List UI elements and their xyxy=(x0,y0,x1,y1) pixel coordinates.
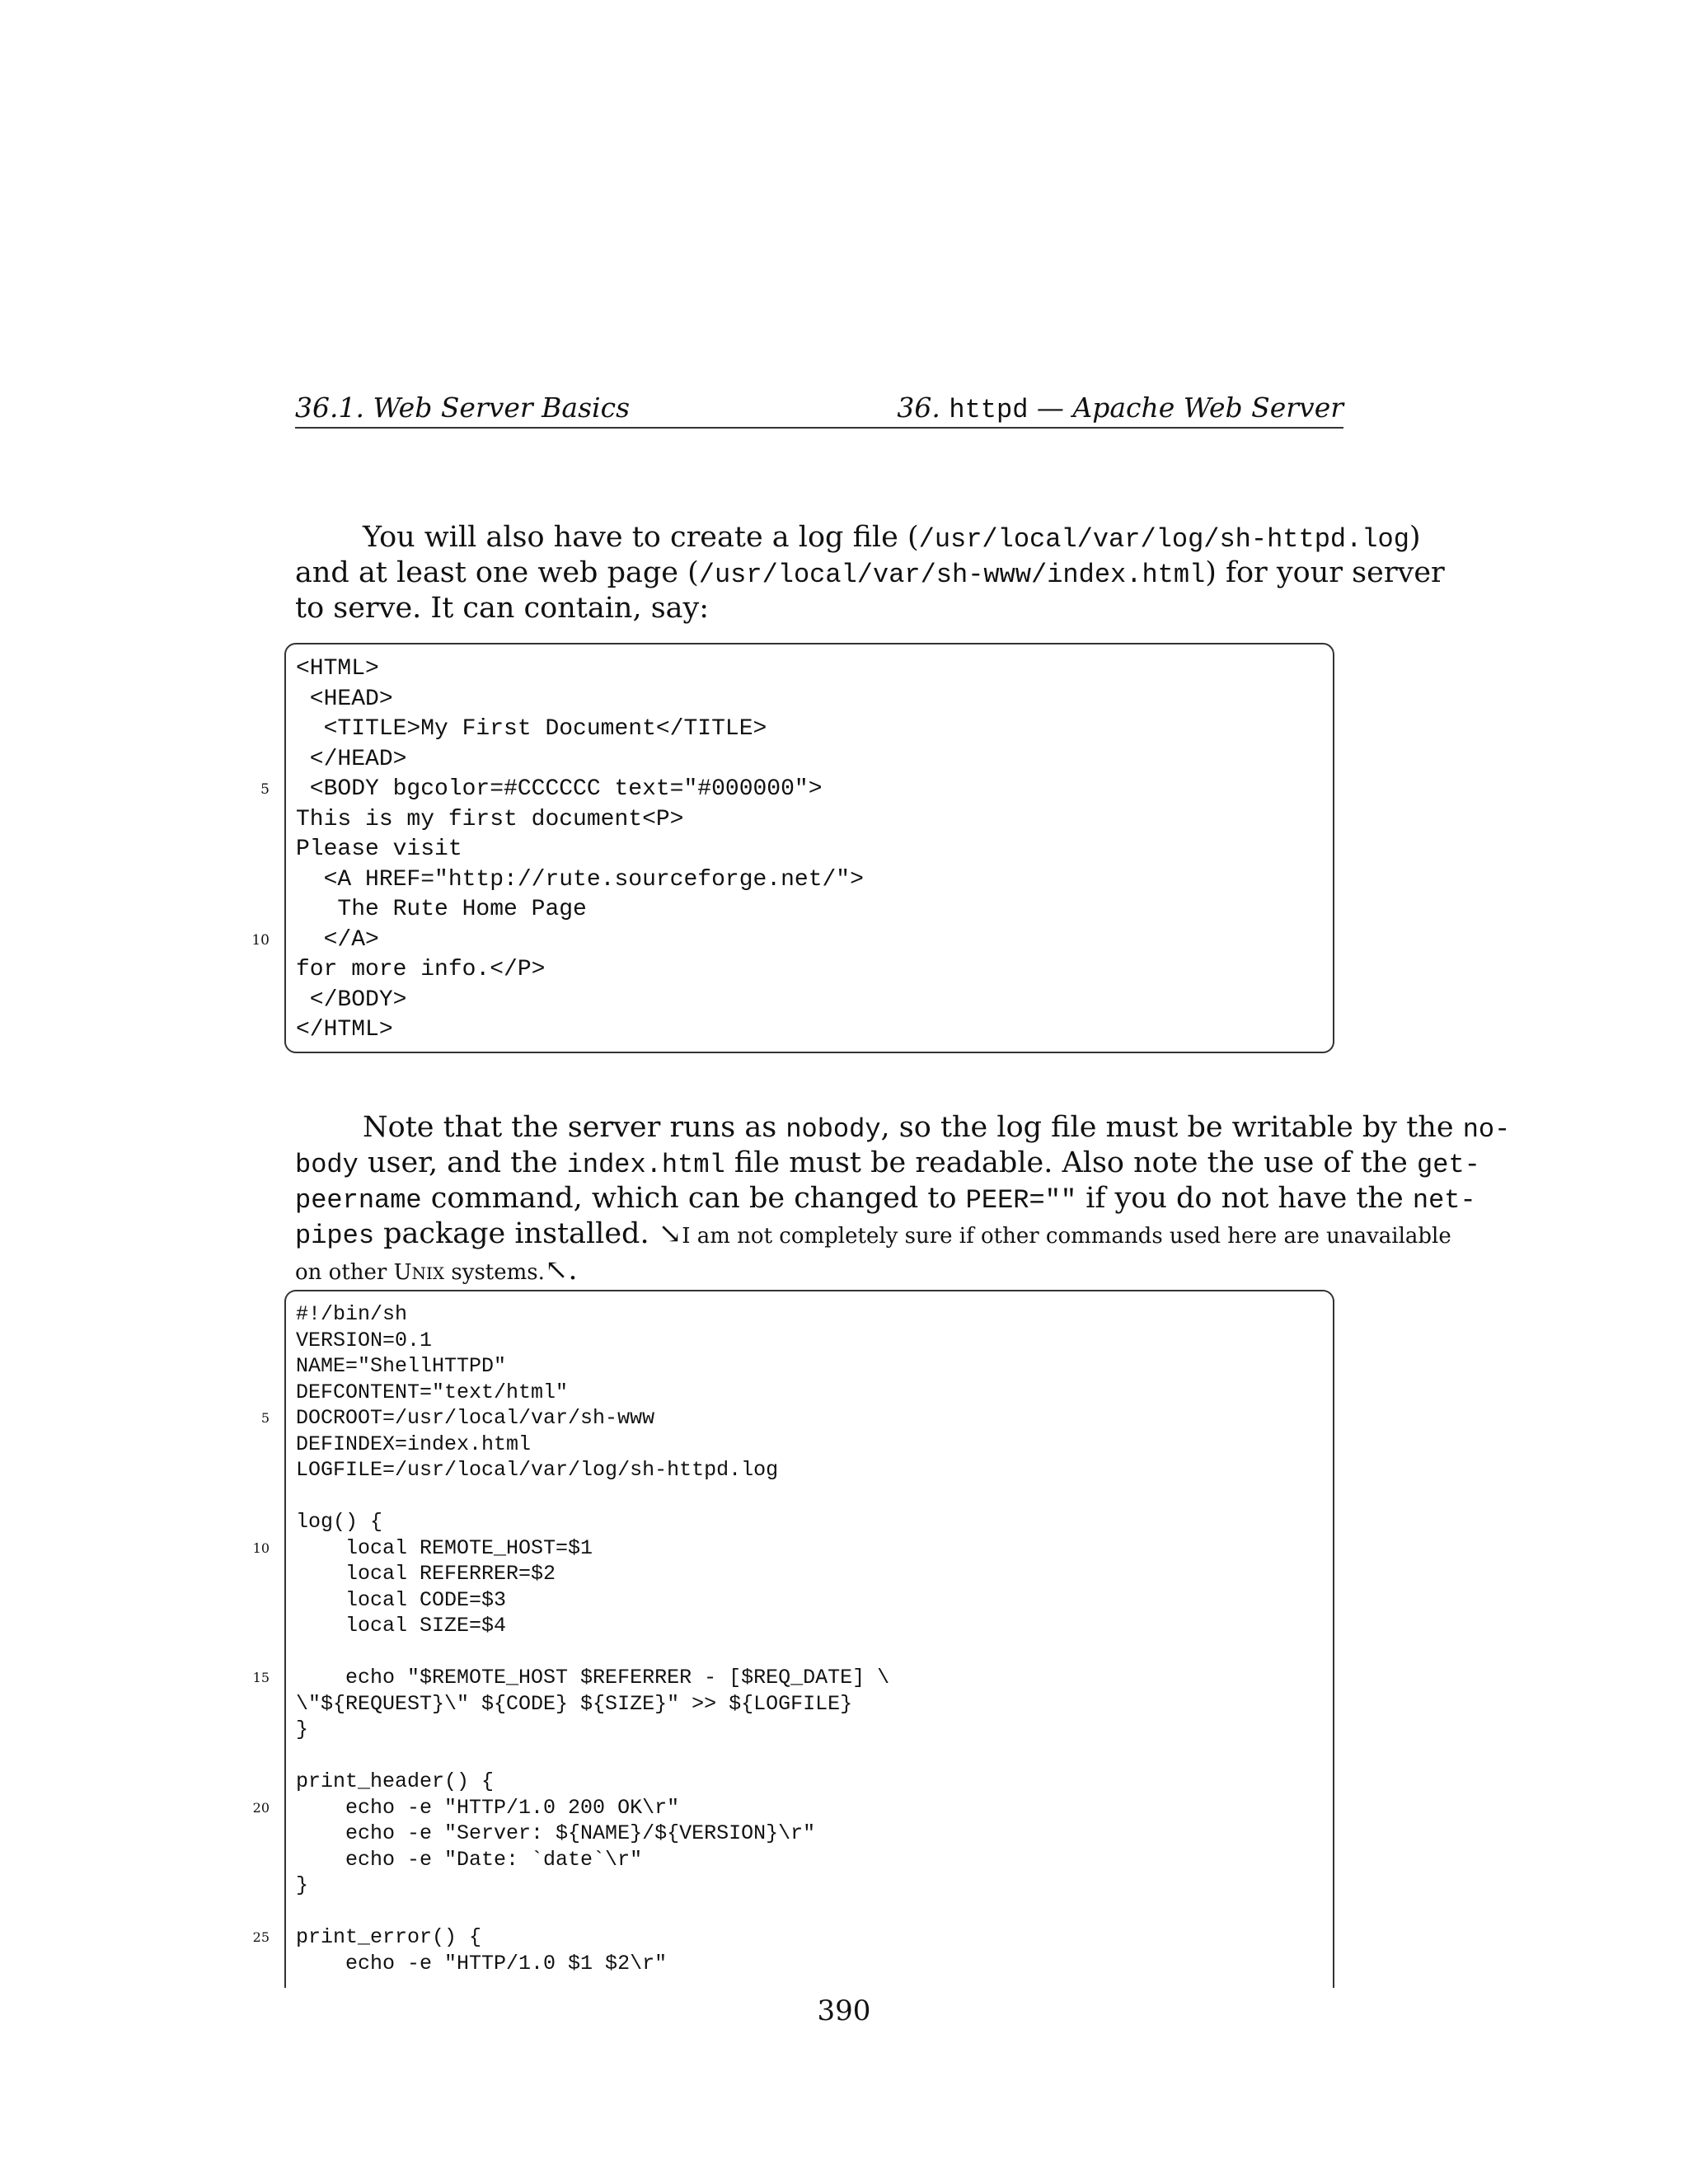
code-text: } xyxy=(296,1718,309,1741)
code-text: This is my first document<P> xyxy=(296,806,684,832)
code-line xyxy=(252,1535,1333,1562)
code-line xyxy=(286,1717,1333,1743)
code-text: <HEAD> xyxy=(296,686,393,712)
footnote-close-arrow-icon: ↖ xyxy=(544,1254,569,1286)
code-line xyxy=(286,1380,1333,1406)
code-text: <TITLE>My First Document</TITLE> xyxy=(296,716,767,742)
code-text: NAME="ShellHTTPD" xyxy=(296,1354,507,1378)
code-line xyxy=(286,1328,1333,1354)
code-text: echo "$REMOTE_HOST $REFERRER - [$REQ_DATE] \ xyxy=(296,1666,890,1690)
code-line xyxy=(286,1587,1333,1614)
code-listing-html xyxy=(251,643,1334,1053)
page-number: 390 xyxy=(817,1994,871,2027)
code-line xyxy=(286,654,1333,685)
code-line xyxy=(286,1561,1333,1587)
line-number: 5 xyxy=(260,781,270,798)
code-line xyxy=(286,1691,1333,1718)
code-text: } xyxy=(296,1873,309,1897)
paragraph-note: Note that the server runs as nobody, so the log file must be writable by the no- body user, and the index.html file must be readable. Also note the use of the get- peername command, which can be changed to PEER="" if you do not have the net- pipes package installed. ↘I am not completely sure if other commands used here are unavailable on other UNIX systems.↖. xyxy=(295,1111,1511,1286)
code-line xyxy=(252,1795,1333,1821)
chapter-command: httpd xyxy=(949,395,1029,425)
code-text: The Rute Home Page xyxy=(296,897,587,922)
code-text: for more info.</P> xyxy=(296,957,546,982)
code-line xyxy=(286,1509,1333,1535)
code-text: <A HREF="http://rute.sourceforge.net/"> xyxy=(296,866,864,893)
code-listing-shell xyxy=(252,1290,1334,1988)
code-line xyxy=(286,955,1333,986)
code-text: \"${REQUEST}\" ${CODE} ${SIZE}" >> ${LOGFILE} xyxy=(296,1691,853,1716)
code-text: LOGFILE=/usr/local/var/log/sh-httpd.log xyxy=(296,1458,779,1482)
code-line xyxy=(286,1483,1333,1510)
code-text: </BODY> xyxy=(296,987,407,1013)
code-text: VERSION=0.1 xyxy=(296,1328,433,1352)
code-text: echo -e "Date: `date`\r" xyxy=(296,1847,643,1872)
log-file-path: /usr/local/var/log/sh-httpd.log xyxy=(918,524,1409,555)
code-text: echo -e "Server: ${NAME}/${VERSION}\r" xyxy=(296,1821,816,1845)
code-text: DEFINDEX=index.html xyxy=(296,1432,532,1456)
chapter-rest: — Apache Web Server xyxy=(1036,391,1343,424)
code-text: </A> xyxy=(296,926,379,953)
chapter-title xyxy=(897,391,1343,428)
code-line xyxy=(286,1743,1333,1769)
code-text: local CODE=$3 xyxy=(296,1587,507,1612)
code-text: <HTML> xyxy=(296,656,379,682)
code-line xyxy=(252,1665,1333,1691)
code-line xyxy=(286,1872,1333,1899)
code-text: DEFCONTENT="text/html" xyxy=(296,1380,569,1404)
code-line xyxy=(286,1353,1333,1380)
paragraph-intro: You will also have to create a log file (/usr/local/var/log/sh-httpd.log) and at least one web page (/usr/local/var/sh-www/index.html) for your server to serve. It can contain, say: xyxy=(295,521,1445,625)
code-line xyxy=(286,1639,1333,1666)
code-text: print_header() { xyxy=(296,1769,495,1793)
code-line xyxy=(286,1821,1333,1847)
code-text: local REFERRER=$2 xyxy=(296,1562,556,1586)
code-line xyxy=(286,1015,1333,1046)
code-line xyxy=(286,1899,1333,1925)
code-text: </HTML> xyxy=(296,1017,393,1043)
code-text: echo -e "HTTP/1.0 $1 $2\r" xyxy=(296,1951,668,1975)
code-line xyxy=(286,1301,1333,1328)
code-text: log() { xyxy=(296,1510,383,1534)
line-number: 5 xyxy=(260,1410,270,1426)
code-line xyxy=(286,745,1333,776)
code-text: #!/bin/sh xyxy=(296,1302,408,1326)
code-text: Please visit xyxy=(296,837,462,862)
code-text: local SIZE=$4 xyxy=(296,1614,507,1638)
code-line xyxy=(286,1951,1333,1977)
code-text: echo -e "HTTP/1.0 200 OK\r" xyxy=(296,1795,680,1820)
index-file-path: /usr/local/var/sh-www/index.html xyxy=(698,560,1206,590)
code-text: local REMOTE_HOST=$1 xyxy=(296,1535,593,1560)
code-line xyxy=(260,775,1333,805)
line-number: 10 xyxy=(252,1540,270,1556)
section-title: 36.1. Web Server Basics xyxy=(295,391,631,424)
running-header xyxy=(295,387,1343,429)
code-line xyxy=(286,1613,1333,1639)
code-line xyxy=(286,715,1333,745)
code-line xyxy=(252,1924,1333,1951)
code-line xyxy=(286,865,1333,896)
code-text: DOCROOT=/usr/local/var/sh-www xyxy=(296,1406,655,1430)
code-line xyxy=(286,1847,1333,1873)
margin-note: I am not completely sure if other commands used here are unavailable xyxy=(682,1224,1451,1249)
line-number: 10 xyxy=(251,931,270,949)
code-line xyxy=(260,1405,1333,1432)
footnote-open-arrow-icon: ↘ xyxy=(658,1217,682,1250)
code-line xyxy=(286,1457,1333,1483)
chapter-number: 36. xyxy=(897,391,940,424)
line-number: 15 xyxy=(252,1670,270,1685)
code-line xyxy=(286,805,1333,836)
code-text: </HEAD> xyxy=(296,746,407,772)
code-line xyxy=(286,835,1333,865)
code-line xyxy=(286,1432,1333,1458)
code-line xyxy=(286,895,1333,926)
code-line xyxy=(286,986,1333,1016)
code-line xyxy=(251,926,1333,956)
code-text: <BODY bgcolor=#CCCCCC text="#000000"> xyxy=(296,776,823,802)
line-number: 25 xyxy=(252,1929,270,1945)
code-line xyxy=(286,685,1333,715)
line-number: 20 xyxy=(252,1799,270,1816)
code-line xyxy=(286,1769,1333,1795)
code-text: print_error() { xyxy=(296,1925,482,1949)
